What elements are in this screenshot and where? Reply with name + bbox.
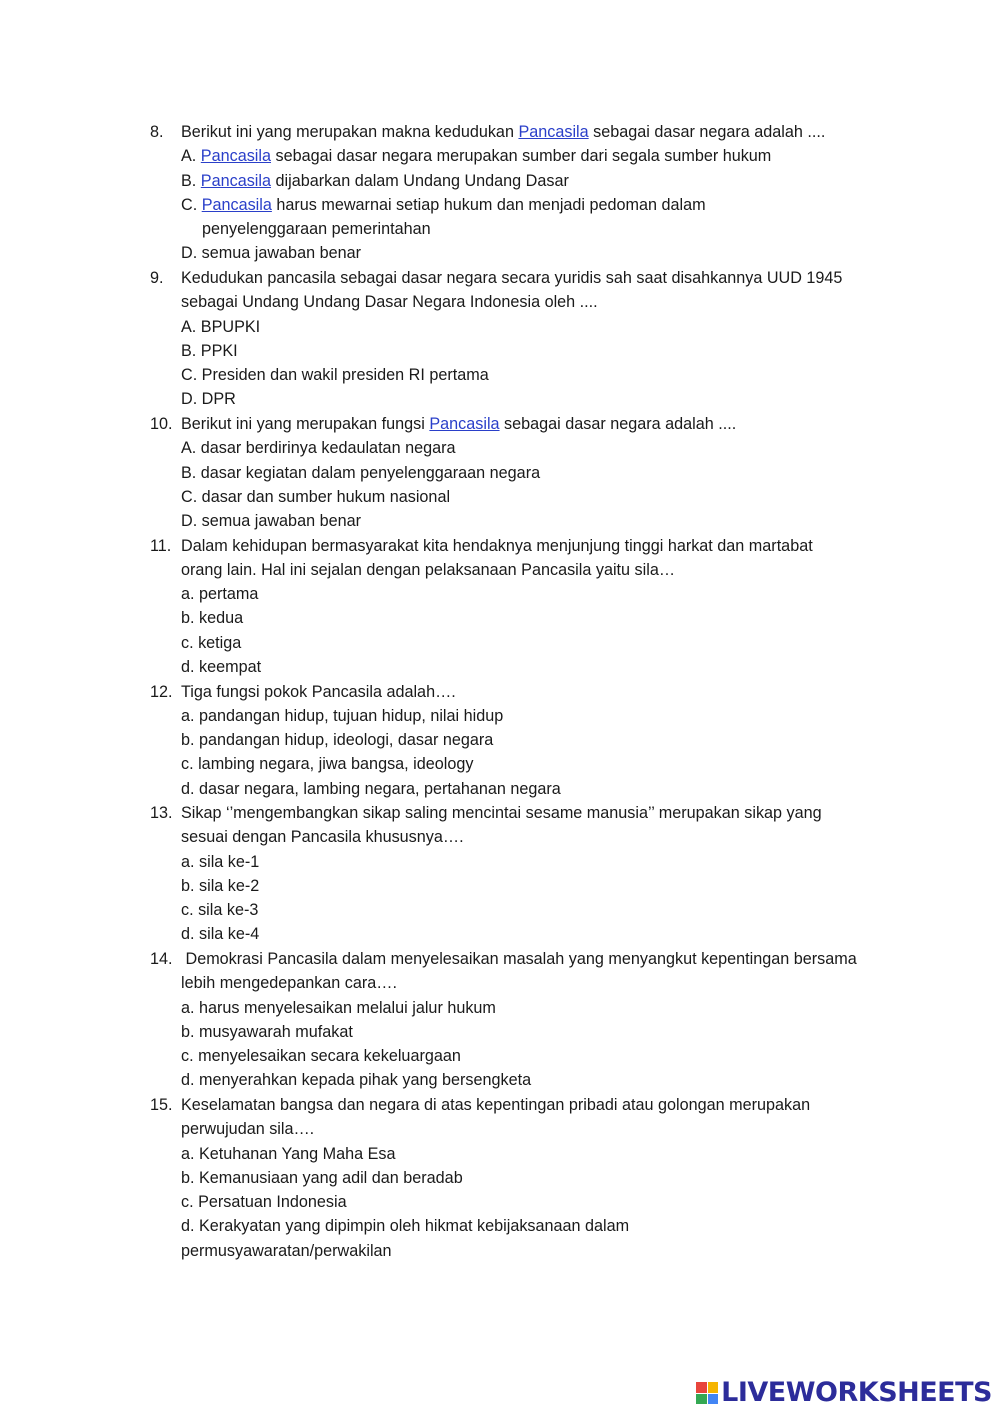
question-stem: 14. Demokrasi Pancasila dalam menyelesaikan masalah yang menyangkut kepentingan bersama (150, 950, 857, 968)
liveworksheets-logo[interactable] (696, 1376, 992, 1410)
option-b[interactable]: B. Pancasila dijabarkan dalam Undang Undang Dasar (181, 171, 569, 190)
question-11 (150, 534, 890, 680)
question-15 (150, 1093, 890, 1263)
pancasila-link[interactable]: Pancasila (200, 171, 271, 190)
option-a[interactable]: a. Ketuhanan Yang Maha Esa (181, 1144, 396, 1163)
logo-square (696, 1382, 707, 1393)
option-c[interactable]: c. menyelesaikan secara kekeluargaan (181, 1047, 461, 1066)
option-b[interactable]: b. pandangan hidup, ideologi, dasar negara (181, 731, 494, 750)
question-stem: 13. Sikap ‘’mengembangkan sikap saling mencintai sesame manusia’’ merupakan sikap yang (150, 804, 822, 822)
option-c[interactable]: C. Pancasila harus mewarnai setiap hukum dan menjadi pedoman dalam (181, 195, 706, 214)
question-stem-continuation: perwujudan sila…. (181, 1120, 315, 1139)
option-a[interactable]: A. BPUPKI (181, 317, 261, 336)
question-stem-continuation: sebagai Undang Undang Dasar Negara Indonesia oleh .... (181, 293, 598, 312)
question-12 (150, 680, 890, 801)
question-stem: 11. Dalam kehidupan bermasyarakat kita hendaknya menjunjung tinggi harkat dan martabat (150, 536, 813, 555)
question-stem: 10. Berikut ini yang merupakan fungsi Pancasila sebagai dasar negara adalah .... (150, 415, 737, 433)
option-a[interactable]: a. harus menyelesaikan melalui jalur hukum (181, 998, 496, 1017)
option-d[interactable]: D. semua jawaban benar (181, 512, 361, 531)
question-stem-continuation: orang lain. Hal ini sejalan dengan pelaksanaan Pancasila yaitu sila… (181, 560, 676, 579)
option-c[interactable]: c. ketiga (181, 633, 242, 652)
question-stem: 12. Tiga fungsi pokok Pancasila adalah…. (150, 682, 456, 701)
question-stem: 9. Kedudukan pancasila sebagai dasar negara secara yuridis sah saat disahkannya UUD 1945 (150, 269, 843, 287)
option-b[interactable]: b. kedua (181, 609, 244, 628)
option-d[interactable]: D. semua jawaban benar (181, 244, 361, 263)
option-b[interactable]: b. Kemanusiaan yang adil dan beradab (181, 1168, 463, 1187)
question-10 (150, 412, 890, 533)
logo-text: LIVEWORKSHEETS (721, 1377, 992, 1408)
option-d[interactable]: D. DPR (181, 390, 236, 409)
option-a[interactable]: A. Pancasila sebagai dasar negara merupakan sumber dari segala sumber hukum (181, 147, 772, 166)
option-c[interactable]: c. sila ke-3 (181, 901, 259, 920)
option-b[interactable]: b. musyawarah mufakat (181, 1022, 353, 1041)
option-b[interactable]: b. sila ke-2 (181, 876, 260, 895)
option-d[interactable]: d. menyerahkan kepada pihak yang bersengketa (181, 1071, 532, 1090)
option-d-continuation: permusyawaratan/perwakilan (181, 1241, 392, 1260)
question-9 (150, 266, 890, 412)
pancasila-link[interactable]: Pancasila (518, 123, 589, 141)
option-a[interactable]: A. dasar berdirinya kedaulatan negara (181, 439, 456, 458)
option-c[interactable]: c. Persatuan Indonesia (181, 1193, 347, 1212)
logo-square (708, 1382, 719, 1393)
question-14 (150, 947, 890, 1093)
liveworksheets-logo-icon (696, 1382, 718, 1404)
option-b[interactable]: B. PPKI (181, 341, 238, 360)
pancasila-link[interactable]: Pancasila (201, 195, 272, 214)
option-d[interactable]: d. Kerakyatan yang dipimpin oleh hikmat kebijaksanaan dalam (181, 1217, 630, 1236)
option-a[interactable]: a. pandangan hidup, tujuan hidup, nilai hidup (181, 706, 504, 725)
pancasila-link[interactable]: Pancasila (200, 147, 271, 166)
question-stem: 8. Berikut ini yang merupakan makna kedudukan Pancasila sebagai dasar negara adalah .... (150, 123, 826, 141)
logo-square (708, 1394, 719, 1405)
question-stem-continuation: sesuai dengan Pancasila khususnya…. (181, 828, 464, 847)
option-c[interactable]: C. Presiden dan wakil presiden RI pertama (181, 366, 489, 385)
option-c-continuation: penyelenggaraan pemerintahan (202, 220, 431, 239)
option-c[interactable]: C. dasar dan sumber hukum nasional (181, 487, 451, 506)
logo-square (696, 1394, 707, 1405)
question-stem-continuation: lebih mengedepankan cara…. (181, 974, 397, 993)
option-d[interactable]: d. sila ke-4 (181, 925, 260, 944)
question-8 (150, 120, 890, 266)
option-a[interactable]: a. sila ke-1 (181, 852, 260, 871)
pancasila-link[interactable]: Pancasila (429, 415, 500, 433)
question-13 (150, 801, 890, 947)
option-d[interactable]: d. keempat (181, 657, 262, 676)
option-a[interactable]: a. pertama (181, 585, 259, 604)
question-stem: 15. Keselamatan bangsa dan negara di atas kepentingan pribadi atau golongan merupakan (150, 1096, 811, 1114)
option-d[interactable]: d. dasar negara, lambing negara, pertahanan negara (181, 779, 561, 798)
option-c[interactable]: c. lambing negara, jiwa bangsa, ideology (181, 755, 474, 774)
option-b[interactable]: B. dasar kegiatan dalam penyelenggaraan negara (181, 463, 541, 482)
